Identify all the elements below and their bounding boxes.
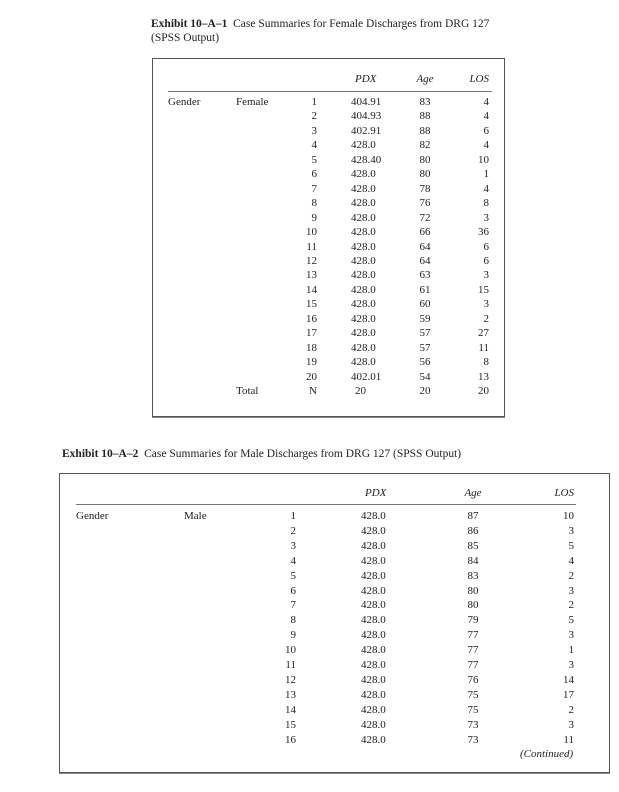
case-number: 11 <box>306 240 317 253</box>
sub-group-label: Male <box>184 510 207 522</box>
pdx-cell: 428.0 <box>361 703 386 716</box>
age-cell: 77 <box>467 644 479 657</box>
case-number: 17 <box>306 327 317 340</box>
los-cell: 1 <box>568 644 574 657</box>
case-number: 20 <box>306 370 317 383</box>
total-los: 20 <box>478 385 489 397</box>
total-n-label: N <box>309 385 317 397</box>
pdx-cell: 402.01 <box>351 370 382 383</box>
pdx-cell: 404.93 <box>351 110 382 123</box>
group-label: Gender <box>76 510 109 522</box>
sub-group-label: Female <box>236 96 269 108</box>
pdx-cell: 428.0 <box>351 168 376 181</box>
los-cell: 15 <box>478 283 489 296</box>
los-cell: 4 <box>483 96 489 108</box>
los-cell: 3 <box>483 269 489 282</box>
exhibit-1-label: Exhibit 10–A–1 <box>151 18 228 30</box>
case-number: 3 <box>311 124 317 137</box>
los-cell: 3 <box>568 584 574 597</box>
header-age: Age <box>416 73 434 85</box>
age-cell: 64 <box>419 254 431 267</box>
los-cell: 4 <box>483 182 489 195</box>
age-cell: 80 <box>419 168 431 181</box>
pdx-cell: 402.91 <box>351 124 382 137</box>
pdx-cell: 428.0 <box>361 584 386 597</box>
age-cell: 83 <box>467 569 479 582</box>
age-cell: 88 <box>419 110 431 123</box>
header-rule <box>76 504 576 505</box>
age-cell: 77 <box>467 659 479 671</box>
los-cell: 14 <box>563 673 574 686</box>
pdx-cell: 428.0 <box>361 554 386 567</box>
header-los: LOS <box>469 73 489 85</box>
pdx-cell: 428.0 <box>351 327 376 340</box>
pdx-cell: 428.0 <box>351 226 376 239</box>
pdx-cell: 428.0 <box>351 298 376 311</box>
age-cell: 54 <box>419 370 431 383</box>
pdx-cell: 428.0 <box>361 629 386 642</box>
case-number: 9 <box>290 629 296 642</box>
pdx-cell: 428.0 <box>351 240 376 253</box>
los-cell: 8 <box>483 356 489 369</box>
los-cell: 10 <box>478 153 489 166</box>
los-cell: 3 <box>568 659 574 671</box>
pdx-cell: 428.0 <box>361 659 386 671</box>
case-number: 3 <box>290 539 296 552</box>
pdx-cell: 428.0 <box>351 356 376 369</box>
total-pdx: 20 <box>355 385 366 397</box>
case-number: 19 <box>306 356 317 369</box>
age-cell: 80 <box>419 153 431 166</box>
pdx-cell: 428.0 <box>361 510 386 522</box>
group-label: Gender <box>168 96 201 108</box>
age-cell: 66 <box>419 226 431 239</box>
pdx-cell: 428.0 <box>361 524 386 537</box>
age-cell: 86 <box>467 524 479 537</box>
pdx-cell: 404.91 <box>351 96 382 108</box>
exhibit-2-title: Case Summaries for Male Discharges from DRG 127 (SPSS Output) <box>144 448 462 460</box>
los-cell: 2 <box>568 599 574 612</box>
pdx-cell: 428.0 <box>361 688 386 701</box>
age-cell: 75 <box>467 688 479 701</box>
los-cell: 8 <box>483 197 489 210</box>
header-pdx: PDX <box>355 73 377 85</box>
pdx-cell: 428.0 <box>351 182 376 195</box>
age-cell: 75 <box>467 703 479 716</box>
pdx-cell: 428.0 <box>361 569 386 582</box>
pdx-cell: 428.0 <box>361 599 386 612</box>
age-cell: 73 <box>467 733 479 746</box>
case-number: 13 <box>285 688 296 701</box>
pdx-cell: 428.0 <box>351 312 376 325</box>
los-cell: 3 <box>568 718 574 731</box>
age-cell: 79 <box>467 614 479 627</box>
case-number: 18 <box>306 341 317 354</box>
case-number: 5 <box>290 569 296 582</box>
case-number: 12 <box>285 673 296 686</box>
los-cell: 3 <box>568 524 574 537</box>
age-cell: 80 <box>467 599 479 612</box>
continued-note: (Continued) <box>520 748 574 761</box>
case-number: 1 <box>290 510 296 522</box>
los-cell: 36 <box>478 226 489 239</box>
case-number: 9 <box>311 211 317 224</box>
los-cell: 4 <box>483 110 489 123</box>
case-number: 7 <box>290 599 296 612</box>
case-number: 10 <box>285 644 296 657</box>
age-cell: 87 <box>467 510 479 522</box>
case-number: 4 <box>311 139 317 152</box>
case-number: 10 <box>306 226 317 239</box>
los-cell: 11 <box>478 341 489 354</box>
los-cell: 1 <box>483 168 489 181</box>
case-number: 14 <box>306 283 317 296</box>
age-cell: 76 <box>419 197 431 210</box>
pdx-cell: 428.0 <box>361 718 386 731</box>
pdx-cell: 428.0 <box>351 341 376 354</box>
age-cell: 57 <box>419 341 431 354</box>
age-cell: 64 <box>419 240 431 253</box>
age-cell: 63 <box>419 269 431 282</box>
case-number: 15 <box>285 718 296 731</box>
total-age: 20 <box>419 385 431 397</box>
case-number: 15 <box>306 298 317 311</box>
age-cell: 84 <box>467 554 479 567</box>
los-cell: 17 <box>563 688 574 701</box>
exhibit-1-title-line2: (SPSS Output) <box>151 32 220 44</box>
age-cell: 73 <box>467 718 479 731</box>
case-number: 6 <box>290 584 296 597</box>
age-cell: 60 <box>419 298 431 311</box>
exhibit-1-caption <box>151 17 521 45</box>
case-number: 13 <box>306 269 317 282</box>
case-number: 7 <box>311 182 317 195</box>
pdx-cell: 428.0 <box>351 283 376 296</box>
los-cell: 10 <box>563 510 574 522</box>
header-rule <box>168 91 492 92</box>
los-cell: 3 <box>568 629 574 642</box>
pdx-cell: 428.0 <box>361 673 386 686</box>
case-number: 16 <box>285 733 296 746</box>
los-cell: 6 <box>483 254 489 267</box>
case-number: 8 <box>290 614 296 627</box>
los-cell: 13 <box>478 370 489 383</box>
age-cell: 85 <box>467 539 479 552</box>
los-cell: 27 <box>478 327 489 340</box>
age-cell: 77 <box>467 629 479 642</box>
exhibit-1-title: Case Summaries for Female Discharges from DRG 127 <box>233 18 490 30</box>
case-number: 6 <box>311 168 317 181</box>
case-number: 12 <box>306 254 317 267</box>
pdx-cell: 428.0 <box>351 197 376 210</box>
case-number: 5 <box>311 153 317 166</box>
case-number: 2 <box>290 524 296 537</box>
pdx-cell: 428.40 <box>351 153 382 166</box>
los-cell: 5 <box>568 614 574 627</box>
pdx-cell: 428.0 <box>361 644 386 657</box>
los-cell: 6 <box>483 124 489 137</box>
case-number: 4 <box>290 554 296 567</box>
male-case-summary-table <box>59 473 610 773</box>
age-cell: 80 <box>467 584 479 597</box>
los-cell: 5 <box>568 539 574 552</box>
header-los: LOS <box>554 487 574 499</box>
header-pdx: PDX <box>365 487 387 499</box>
los-cell: 2 <box>568 569 574 582</box>
age-cell: 61 <box>419 283 431 296</box>
age-cell: 59 <box>419 312 431 325</box>
pdx-cell: 428.0 <box>351 139 376 152</box>
exhibit-2-label: Exhibit 10–A–2 <box>62 448 139 460</box>
los-cell: 11 <box>563 733 574 746</box>
pdx-cell: 428.0 <box>351 211 376 224</box>
case-number: 14 <box>285 703 296 716</box>
total-label: Total <box>236 385 259 397</box>
age-cell: 78 <box>419 182 431 195</box>
pdx-cell: 428.0 <box>361 733 386 746</box>
los-cell: 3 <box>483 298 489 311</box>
los-cell: 2 <box>568 703 574 716</box>
case-number: 1 <box>311 96 317 108</box>
age-cell: 57 <box>419 327 431 340</box>
pdx-cell: 428.0 <box>361 539 386 552</box>
pdx-cell: 428.0 <box>351 254 376 267</box>
female-case-summary-table <box>152 58 505 417</box>
pdx-cell: 428.0 <box>361 614 386 627</box>
los-cell: 2 <box>483 312 489 325</box>
age-cell: 76 <box>467 673 479 686</box>
case-number: 8 <box>311 197 317 210</box>
los-cell: 4 <box>483 139 489 152</box>
age-cell: 88 <box>419 124 431 137</box>
pdx-cell: 428.0 <box>351 269 376 282</box>
los-cell: 3 <box>483 211 489 224</box>
age-cell: 72 <box>419 211 431 224</box>
case-number: 2 <box>311 110 317 123</box>
los-cell: 6 <box>483 240 489 253</box>
case-number: 16 <box>306 312 317 325</box>
age-cell: 83 <box>419 96 431 108</box>
header-age: Age <box>464 487 482 499</box>
age-cell: 82 <box>419 139 431 152</box>
case-number: 11 <box>285 659 296 671</box>
age-cell: 56 <box>419 356 431 369</box>
los-cell: 4 <box>568 554 574 567</box>
exhibit-2-caption <box>62 447 582 461</box>
